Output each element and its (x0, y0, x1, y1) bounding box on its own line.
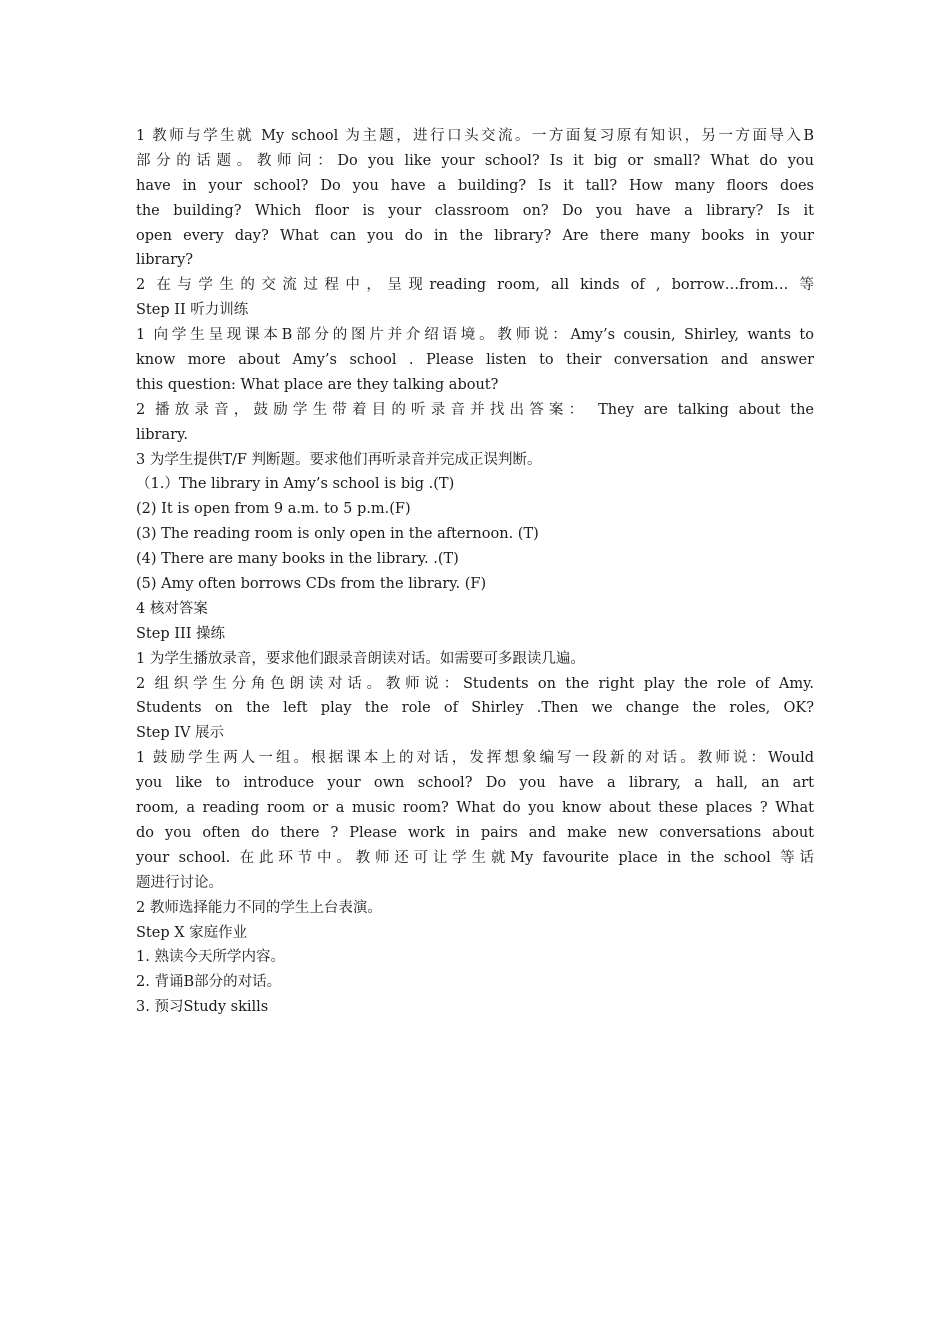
text-line: room, a reading room or a music room? What do you know about these places ? What (136, 800, 814, 817)
text-line: (2) It is open from 9 a.m. to 5 p.m.(F) (136, 501, 411, 518)
text-line: (5) Amy often borrows CDs from the library. (F) (136, 576, 487, 593)
text-line: 1 鼓励学生两人一组。根据课本上的对话，发挥想象编写一段新的对话。教师说：Would (136, 750, 814, 767)
text-line: Step III 操练 (136, 625, 226, 642)
text-line: library? (136, 252, 194, 269)
text-line: this question: What place are they talking about? (136, 376, 499, 393)
text-line: 2 播放录音，鼓励学生带着目的听录音并找出答案： They are talking about the (136, 401, 814, 418)
text-line: 1 为学生播放录音，要求他们跟录音朗读对话。如需要可多跟读几遍。 (136, 650, 585, 667)
text-line: 3 为学生提供T/F 判断题。要求他们再听录音并完成正误判断。 (136, 451, 542, 468)
text-line: 1 向学生呈现课本B部分的图片并介绍语境。教师说：Amy’s cousin, Shirley, wants to (136, 327, 814, 344)
text-line: you like to introduce your own school? Do you have a library, a hall, an art (136, 775, 814, 792)
text-line: library. (136, 426, 188, 443)
text-line: do you often do there ? Please work in pairs and make new conversations about (136, 824, 814, 841)
text-line: 1. 熟读今天所学内容。 (136, 949, 285, 966)
text-line: 部分的话题。教师问：Do you like your school? Is it big or small? What do you (136, 152, 814, 169)
text-line: Step II 听力训练 (136, 302, 249, 319)
text-line: Step IV 展示 (136, 725, 225, 742)
text-line: 2 在与学生的交流过程中，呈现reading room, all kinds of , borrow…from… 等 (136, 277, 814, 294)
text-line: the building? Which floor is your classroom on? Do you have a library? Is it (136, 202, 814, 219)
text-line: (3) The reading room is only open in the afternoon. (T) (136, 526, 539, 543)
text-line: 2 教师选择能力不同的学生上台表演。 (136, 899, 382, 916)
text-line: open every day? What can you do in the library? Are there many books in your (136, 227, 814, 244)
text-line: 题进行讨论。 (136, 874, 223, 891)
text-line: （1.）The library in Amy’s school is big .(T) (136, 476, 455, 493)
document-body (136, 124, 814, 1020)
text-line: your school. 在此环节中。教师还可让学生就My favourite place in the school 等话 (136, 849, 814, 866)
text-line: know more about Amy’s school . Please listen to their conversation and answer (136, 352, 814, 369)
text-line: have in your school? Do you have a building? Is it tall? How many floors does (136, 177, 814, 194)
text-line: 1 教师与学生就 My school 为主题，进行口头交流。一方面复习原有知识，另一方面导入B (136, 128, 814, 144)
text-line: 4 核对答案 (136, 600, 208, 617)
text-line: 2. 背诵B部分的对话。 (136, 974, 282, 991)
text-line: Students on the left play the role of Shirley .Then we change the roles, OK? (136, 700, 814, 717)
text-line: 3. 预习Study skills (136, 999, 269, 1016)
text-line: (4) There are many books in the library. .(T) (136, 551, 459, 568)
text-line: Step X 家庭作业 (136, 924, 248, 941)
text-line: 2 组织学生分角色朗读对话。教师说：Students on the right play the role of Amy. (136, 675, 814, 692)
